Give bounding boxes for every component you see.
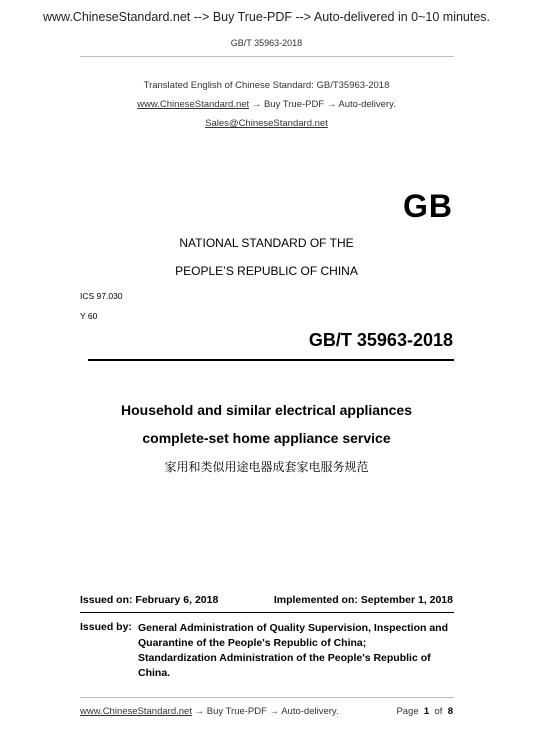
email-row <box>0 118 533 129</box>
top-banner[interactable]: www.ChineseStandard.net --> Buy True-PDF --> Auto-delivered in 0~10 minutes. <box>42 10 491 24</box>
header-standard-code: GB/T 35963-2018 <box>230 38 303 48</box>
ics-code: ICS 97.030 <box>80 291 123 301</box>
arrow-right-icon: → <box>269 706 280 717</box>
page-of: of <box>434 706 443 717</box>
title-chinese: 家用和类似用途电器成套家电服务规范 <box>164 460 369 474</box>
buy-pdf-text: Buy True-PDF <box>263 99 325 110</box>
title-line-1: Household and similar electrical appliances <box>121 402 412 418</box>
arrow-right-icon: → <box>194 706 205 717</box>
dates-divider <box>80 612 454 613</box>
email-link[interactable]: Sales@ChineseStandard.net <box>205 118 328 129</box>
footer-links <box>80 706 339 717</box>
footer-site-link[interactable]: www.ChineseStandard.net <box>80 706 192 717</box>
title-divider <box>88 359 454 361</box>
issued-by-label: Issued by: <box>80 621 132 633</box>
title-line-2: complete-set home appliance service <box>142 430 391 446</box>
national-standard-line2: PEOPLE’S REPUBLIC OF CHINA <box>175 264 358 278</box>
footer-divider <box>80 697 454 698</box>
issued-by-line: China. <box>138 667 171 679</box>
page-label: Page <box>396 706 419 717</box>
issued-by-line: General Administration of Quality Supervision, Inspection and <box>138 622 448 634</box>
page-current: 1 <box>423 706 430 717</box>
national-standard-line1: NATIONAL STANDARD OF THE <box>179 236 354 250</box>
issued-on-date: Issued on: February 6, 2018 <box>80 594 219 606</box>
arrow-right-icon: → <box>251 99 262 110</box>
implemented-on-date: Implemented on: September 1, 2018 <box>273 594 453 606</box>
translation-links <box>0 99 533 110</box>
site-link[interactable]: www.ChineseStandard.net <box>137 99 250 110</box>
issued-by-line: Quarantine of the People's Republic of China; <box>138 637 367 649</box>
standard-number: GB/T 35963-2018 <box>308 330 453 350</box>
page-total: 8 <box>447 706 453 717</box>
footer-buy-text: Buy True-PDF <box>206 706 267 717</box>
issued-by-line: Standardization Administration of the People's Republic of <box>138 652 431 664</box>
translation-note: Translated English of Chinese Standard: GB/T35963-2018 <box>143 80 390 91</box>
page-indicator <box>396 706 453 717</box>
ccs-code: Y 60 <box>80 311 98 321</box>
header-divider <box>80 56 454 57</box>
footer-delivery-text: Auto-delivery. <box>281 706 339 717</box>
issued-by-organizations <box>138 621 454 681</box>
auto-delivery-text: Auto-delivery. <box>338 99 396 110</box>
arrow-right-icon: → <box>326 99 337 110</box>
gb-mark: GB <box>403 188 453 224</box>
